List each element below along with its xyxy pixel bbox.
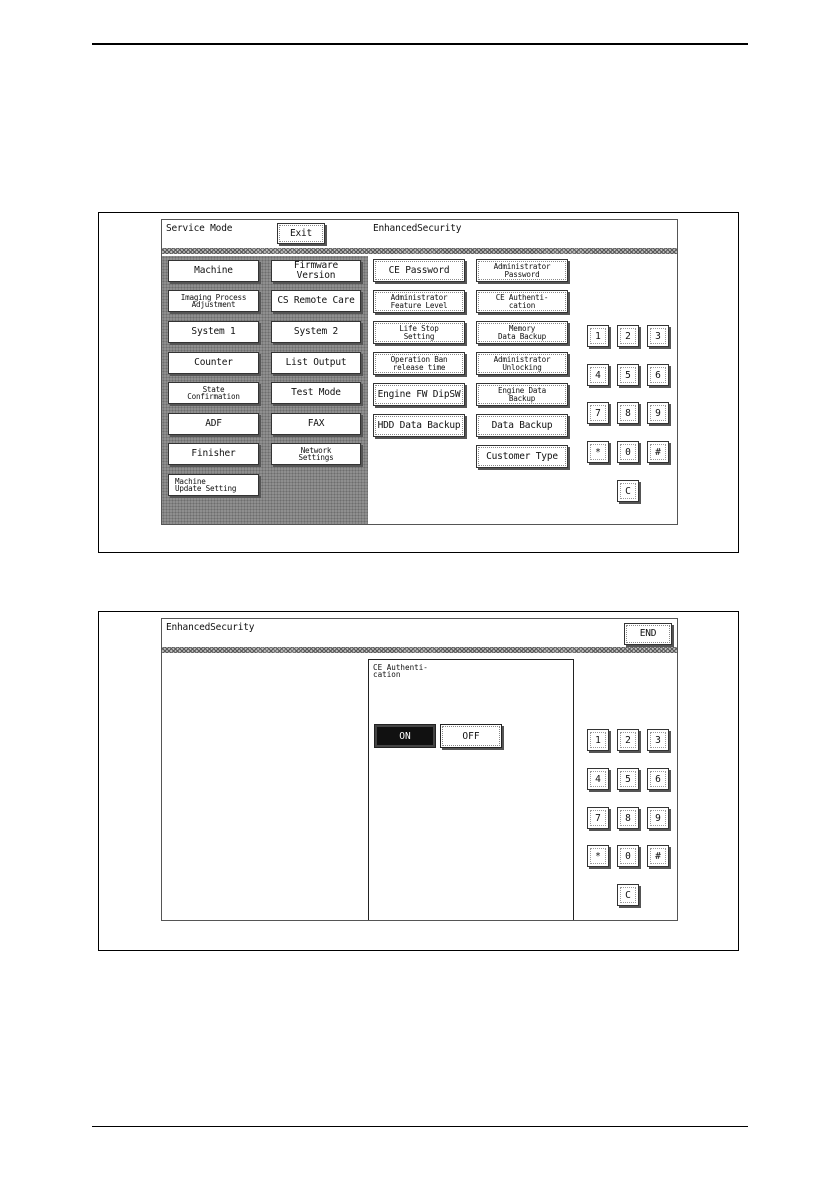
keypad-8-key[interactable]: 8 xyxy=(617,807,639,829)
menu-system-2-button[interactable]: System 2 xyxy=(271,321,361,343)
keypad-7-key[interactable]: 7 xyxy=(587,807,609,829)
engine-data-backup-button[interactable]: Engine Data Backup xyxy=(476,383,568,406)
menu-list-output-button[interactable]: List Output xyxy=(271,352,361,374)
keypad-hash-key[interactable]: # xyxy=(647,845,669,867)
service-mode-title: Service Mode xyxy=(166,223,233,234)
menu-adf-button[interactable]: ADF xyxy=(168,413,259,435)
keypad-3-key[interactable]: 3 xyxy=(647,325,669,347)
keypad-2-key[interactable]: 2 xyxy=(617,729,639,751)
keypad-9-key[interactable]: 9 xyxy=(647,807,669,829)
exit-button[interactable]: Exit xyxy=(277,223,325,244)
ce-authentication-caption: CE Authenti- cation xyxy=(373,663,428,680)
keypad-5-key[interactable]: 5 xyxy=(617,768,639,790)
menu-firmware-version-button[interactable]: Firmware Version xyxy=(271,260,361,282)
keypad-9-key[interactable]: 9 xyxy=(647,402,669,424)
data-backup-button[interactable]: Data Backup xyxy=(476,414,568,437)
keypad-6-key[interactable]: 6 xyxy=(647,364,669,386)
administrator-unlocking-button[interactable]: Administrator Unlocking xyxy=(476,352,568,375)
keypad-4-key[interactable]: 4 xyxy=(587,768,609,790)
operation-ban-release-time-button[interactable]: Operation Ban release time xyxy=(373,352,465,375)
keypad-5-key[interactable]: 5 xyxy=(617,364,639,386)
header-rule xyxy=(92,43,748,45)
off-toggle-button[interactable]: OFF xyxy=(440,724,502,748)
ce-authentication-panel xyxy=(368,659,574,921)
on-toggle-button[interactable]: ON xyxy=(374,724,436,748)
menu-cs-remote-care-button[interactable]: CS Remote Care xyxy=(271,290,361,312)
keypad-hash-key[interactable]: # xyxy=(647,441,669,463)
footer-rule xyxy=(92,1126,748,1127)
menu-network-settings-button[interactable]: Network Settings xyxy=(271,443,361,465)
title-separator xyxy=(162,248,677,254)
keypad-7-key[interactable]: 7 xyxy=(587,402,609,424)
menu-finisher-button[interactable]: Finisher xyxy=(168,443,259,465)
service-mode-screen xyxy=(161,219,678,525)
administrator-password-button[interactable]: Administrator Password xyxy=(476,259,568,282)
enhanced-security-title: EnhancedSecurity xyxy=(166,622,255,633)
keypad-clear-key[interactable]: C xyxy=(617,480,639,502)
enhanced-security-title: EnhancedSecurity xyxy=(373,223,462,234)
title-separator xyxy=(162,647,677,653)
customer-type-button[interactable]: Customer Type xyxy=(476,445,568,468)
administrator-feature-level-button[interactable]: Administrator Feature Level xyxy=(373,290,465,313)
menu-machine-button[interactable]: Machine xyxy=(168,260,259,282)
keypad-3-key[interactable]: 3 xyxy=(647,729,669,751)
memory-data-backup-button[interactable]: Memory Data Backup xyxy=(476,321,568,344)
menu-test-mode-button[interactable]: Test Mode xyxy=(271,382,361,404)
menu-state-confirmation-button[interactable]: State Confirmation xyxy=(168,382,259,404)
keypad-1-key[interactable]: 1 xyxy=(587,729,609,751)
menu-fax-button[interactable]: FAX xyxy=(271,413,361,435)
engine-fw-dipsw-button[interactable]: Engine FW DipSW xyxy=(373,383,465,406)
life-stop-setting-button[interactable]: Life Stop Setting xyxy=(373,321,465,344)
end-button[interactable]: END xyxy=(624,623,672,645)
ce-password-button[interactable]: CE Password xyxy=(373,259,465,282)
keypad-clear-key[interactable]: C xyxy=(617,884,639,906)
menu-system-1-button[interactable]: System 1 xyxy=(168,321,259,343)
keypad-0-key[interactable]: 0 xyxy=(617,845,639,867)
menu-machine-update-setting-button[interactable]: Machine Update Setting xyxy=(168,474,259,496)
ce-authentication-screen xyxy=(161,618,678,921)
figure-service-mode xyxy=(98,212,739,553)
keypad-6-key[interactable]: 6 xyxy=(647,768,669,790)
menu-counter-button[interactable]: Counter xyxy=(168,352,259,374)
keypad-asterisk-key[interactable]: * xyxy=(587,441,609,463)
figure-ce-authentication xyxy=(98,611,739,951)
keypad-asterisk-key[interactable]: * xyxy=(587,845,609,867)
hdd-data-backup-button[interactable]: HDD Data Backup xyxy=(373,414,465,437)
keypad-4-key[interactable]: 4 xyxy=(587,364,609,386)
keypad-2-key[interactable]: 2 xyxy=(617,325,639,347)
ce-authentication-button[interactable]: CE Authenti- cation xyxy=(476,290,568,313)
keypad-0-key[interactable]: 0 xyxy=(617,441,639,463)
menu-imaging-process-adjustment-button[interactable]: Imaging Process Adjustment xyxy=(168,290,259,312)
keypad-1-key[interactable]: 1 xyxy=(587,325,609,347)
keypad-8-key[interactable]: 8 xyxy=(617,402,639,424)
